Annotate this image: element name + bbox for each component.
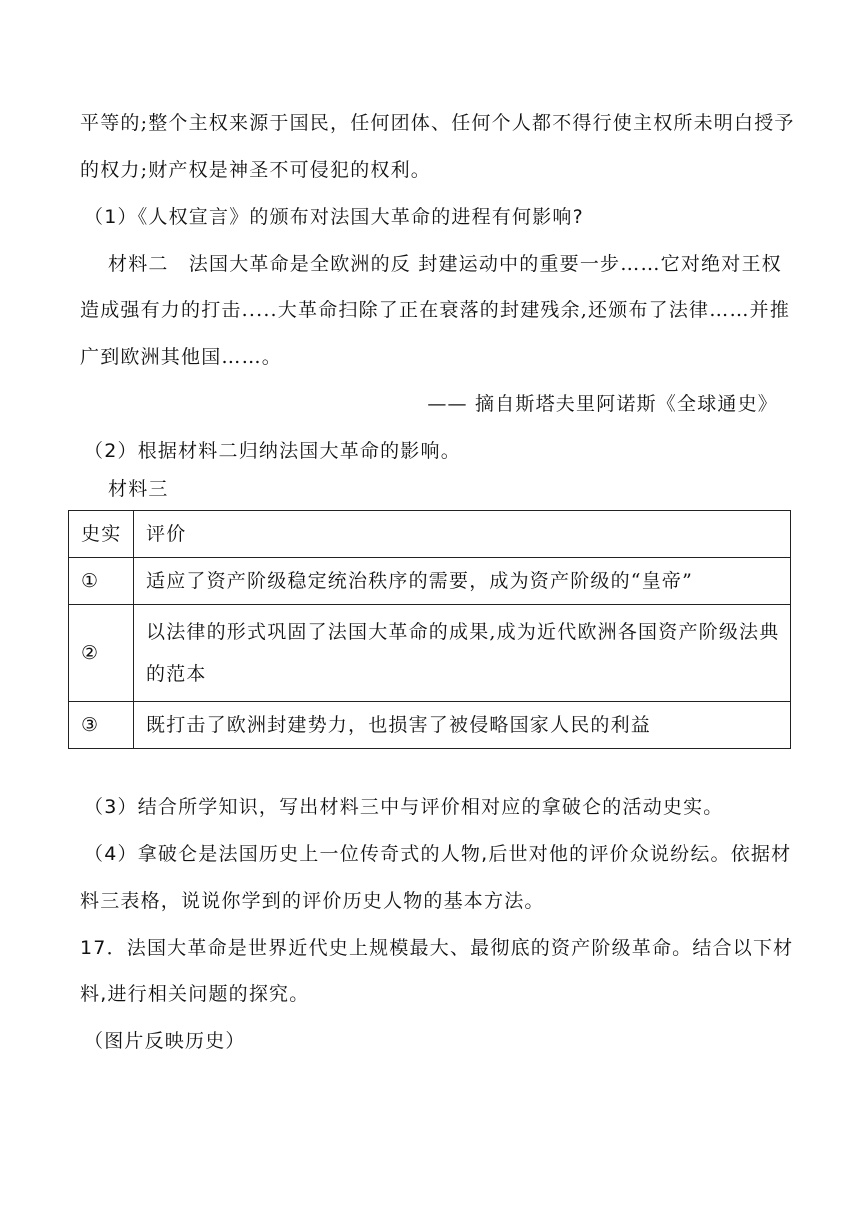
question-17-line-2: 料,进行相关问题的探究。 (80, 983, 310, 1005)
text-line-2: 的权力;财产权是神圣不可侵犯的权利。 (80, 159, 432, 181)
table-header-row (69, 511, 791, 558)
question-2: （2）根据材料二归纳法国大革命的影响。 (84, 440, 461, 462)
row-evaluation: 既打击了欧洲封建势力，也损害了被侵略国家人民的利益 (134, 702, 791, 749)
row-number: ① (69, 558, 134, 605)
question-4-line-2: 料三表格，说说你学到的评价历史人物的基本方法。 (80, 890, 545, 912)
material-2-line-2: 造成强有力的打击.....大革命扫除了正在衰落的封建残余,还颁布了法律……并推 (80, 299, 791, 321)
table-row (69, 558, 791, 605)
text-line-1: 平等的;整个主权来源于国民，任何团体、任何个人都不得行使主权所未明白授予 (80, 112, 795, 134)
material-3-label: 材料三 (108, 478, 169, 500)
header-cell-evaluation: 评价 (134, 511, 791, 558)
table-row (69, 702, 791, 749)
question-3: （3）结合所学知识，写出材料三中与评价相对应的拿破仑的活动史实。 (84, 796, 724, 818)
row-evaluation: 适应了资产阶级稳定统治秩序的需要，成为资产阶级的“皇帝” (134, 558, 791, 605)
citation: —— 摘自斯塔夫里阿诺斯《全球通史》 (427, 393, 778, 415)
question-4-line-1: （4）拿破仑是法国历史上一位传奇式的人物,后世对他的评价众说纷纭。依据材 (84, 843, 792, 865)
material-3-table (68, 510, 791, 749)
row-number: ③ (69, 702, 134, 749)
question-1: （1）《人权宣言》的颁布对法国大革命的进程有何影响? (84, 206, 584, 228)
row-number: ② (69, 605, 134, 702)
table-row (69, 605, 791, 702)
question-17-line-1: 17．法国大革命是世界近代史上规模最大、最彻底的资产阶级革命。结合以下材 (80, 937, 794, 959)
material-2-line-3: 广到欧洲其他国……。 (80, 346, 283, 368)
material-2-line-1: 材料二 法国大革命是全欧洲的反 封建运动中的重要一步……它对绝对王权 (108, 253, 782, 275)
section-image-history: （图片反映历史） (84, 1030, 246, 1052)
row-evaluation: 以法律的形式巩固了法国大革命的成果,成为近代欧洲各国资产阶级法典的范本 (134, 605, 791, 702)
header-cell-fact: 史实 (69, 511, 134, 558)
